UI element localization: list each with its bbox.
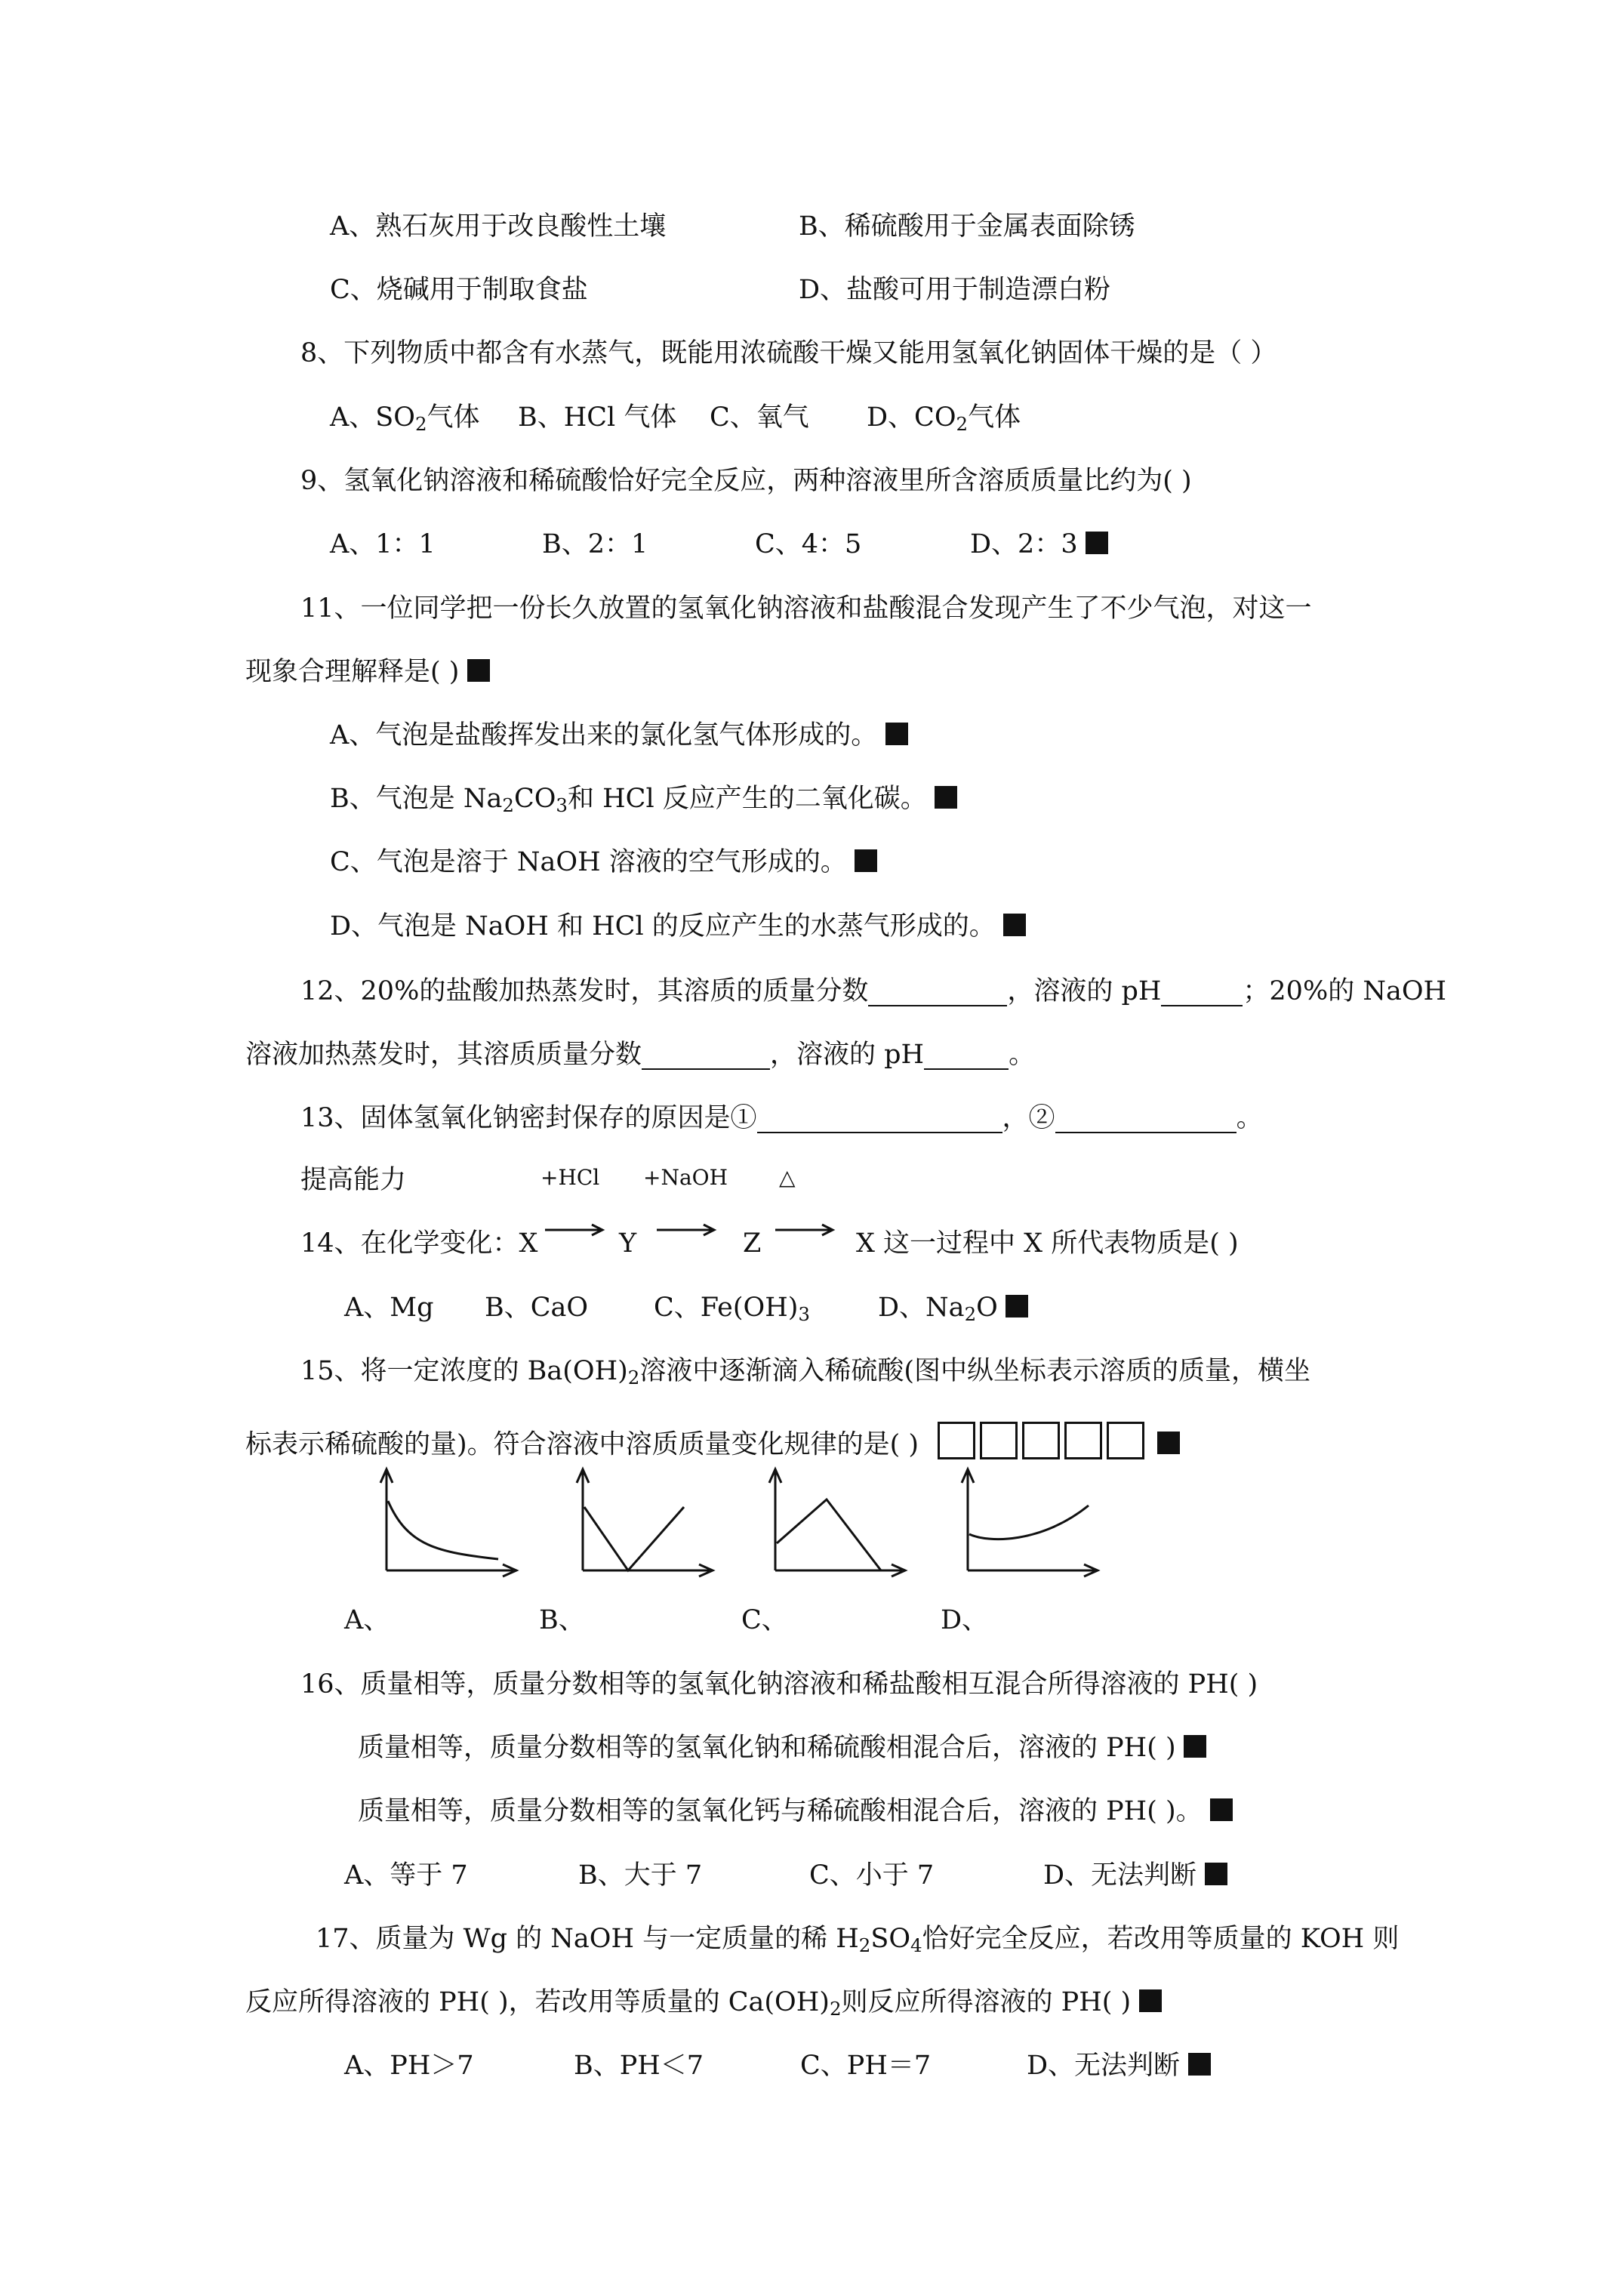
q9-option-d: D、2：3 — [970, 532, 1108, 558]
q17-option-c: C、PH＝7 — [800, 2051, 932, 2081]
q11-stem-line1: 11、一位同学把一份长久放置的氢氧化钠溶液和盐酸混合发现产生了不少气泡，对这一 — [300, 593, 1312, 624]
answer-blank[interactable] — [868, 977, 1007, 1006]
reagent-hcl-label: +HCl — [540, 1165, 600, 1190]
q17-line1: 17、质量为 Wg 的 NaOH 与一定质量的稀 $H_2SO_4$恰好完全反应，若改用等质量的 KOH 则 — [316, 1924, 1400, 1957]
graph-d-label: D、 — [941, 1605, 989, 1635]
q14-option-b: B、CaO — [485, 1293, 589, 1323]
graph-c-curve — [777, 1499, 881, 1570]
q7-option-a: A、熟石灰用于改良酸性土壤 — [330, 211, 667, 242]
q7-option-d: D、盐酸可用于制造漂白粉 — [799, 275, 1111, 305]
q14-pre: 14、在化学变化：X — [300, 1228, 538, 1259]
answer-blank[interactable] — [1055, 1104, 1236, 1133]
heat-symbol: △ — [779, 1165, 796, 1190]
square-mark-icon — [1188, 2053, 1211, 2076]
answer-blank[interactable] — [1161, 977, 1243, 1006]
q15-line1: 15、将一定浓度的 $Ba(OH)_2$溶液中逐渐滴入稀硫酸(图中纵坐标表示溶质的质量，横坐 — [300, 1356, 1311, 1389]
q17-option-b: B、PH＜7 — [574, 2051, 704, 2081]
reaction-arrow-2-icon — [657, 1222, 716, 1237]
q16-option-d: D、无法判断 — [1043, 1863, 1227, 1889]
q16-option-a: A、等于 7 — [344, 1860, 468, 1891]
q12-line2: 溶液加热蒸发时，其溶质质量分数 ，溶液的 pH 。 — [245, 1040, 1036, 1070]
square-mark-icon — [1003, 914, 1026, 936]
q17-option-d: D、无法判断 — [1027, 2053, 1211, 2079]
square-mark-icon — [1205, 1863, 1227, 1885]
q13-line: 13、固体氢氧化钠密封保存的原因是① ，② 。 — [300, 1103, 1263, 1133]
square-mark-icon — [935, 786, 957, 809]
q11-option-a: A、气泡是盐酸挥发出来的氯化氢气体形成的。 — [330, 723, 908, 749]
q16-line1: 16、质量相等，质量分数相等的氢氧化钠溶液和稀盐酸相互混合所得溶液的 PH( ) — [300, 1669, 1258, 1700]
q14-option-a: A、Mg — [344, 1293, 434, 1323]
square-mark-icon — [467, 659, 490, 682]
q14-post: X 这一过程中 X 所代表物质是( ) — [856, 1228, 1239, 1259]
graph-c-label: C、 — [741, 1605, 788, 1635]
answer-box[interactable] — [938, 1422, 975, 1459]
q7-option-b: B、稀硫酸用于金属表面除锈 — [799, 211, 1135, 242]
q17-line2: 反应所得溶液的 PH( )，若改用等质量的 $Ca(OH)_2$则反应所得溶液的 PH( ) — [245, 1989, 1162, 2019]
q16-option-c: C、小于 7 — [809, 1860, 935, 1891]
q9-option-b: B、2：1 — [542, 529, 648, 559]
graph-b-curve — [584, 1507, 684, 1570]
graph-a — [377, 1465, 521, 1578]
q9-option-a: A、1：1 — [330, 529, 436, 559]
graph-d — [959, 1465, 1102, 1578]
square-mark-icon — [885, 723, 908, 745]
q8-option-c: C、氧气 — [710, 402, 809, 433]
graph-b-label: B、 — [539, 1605, 585, 1635]
answer-box[interactable] — [980, 1422, 1018, 1459]
graph-b — [574, 1465, 717, 1578]
graph-d-curve — [969, 1505, 1089, 1539]
q8-option-d: D、$CO_2$气体 — [867, 402, 1021, 436]
q11-option-d: D、气泡是 NaOH 和 HCl 的反应产生的水蒸气形成的。 — [330, 914, 1026, 940]
q14-option-d: D、$Na_2O$ — [878, 1295, 1028, 1324]
square-mark-icon — [1006, 1295, 1028, 1318]
answer-box-group — [938, 1429, 1149, 1459]
square-mark-icon — [1210, 1798, 1233, 1821]
q16-line2: 质量相等，质量分数相等的氢氧化钠和稀硫酸相混合后，溶液的 PH( ) — [358, 1735, 1206, 1761]
answer-box[interactable] — [1022, 1422, 1060, 1459]
square-mark-icon — [1157, 1432, 1180, 1454]
square-mark-icon — [1184, 1735, 1206, 1758]
q17-option-a: A、PH＞7 — [344, 2051, 474, 2081]
square-mark-icon — [1086, 532, 1108, 554]
q14-z: Z — [743, 1228, 762, 1259]
q9-option-c: C、4：5 — [755, 529, 862, 559]
graph-a-label: A、 — [344, 1605, 390, 1635]
q8-stem: 8、下列物质中都含有水蒸气，既能用浓硫酸干燥又能用氢氧化钠固体干燥的是（ ） — [300, 338, 1277, 368]
q12-line1: 12、20%的盐酸加热蒸发时，其溶质的质量分数 ，溶液的 pH ；20%的 NaOH — [300, 976, 1447, 1006]
reaction-arrow-1-icon — [545, 1222, 604, 1237]
q14-y: Y — [619, 1228, 637, 1259]
q15-line2: 标表示稀硫酸的量)。符合溶液中溶质质量变化规律的是( ) — [245, 1422, 1180, 1459]
q9-stem: 9、氢氧化钠溶液和稀硫酸恰好完全反应，两种溶液里所含溶质质量比约为( ) — [300, 466, 1192, 496]
q8-option-b: B、HCl 气体 — [518, 402, 677, 433]
q11-option-b: B、气泡是 $Na_2CO_3$和 HCl 反应产生的二氧化碳。 — [330, 786, 957, 815]
q7-option-c: C、烧碱用于制取食盐 — [330, 275, 588, 305]
answer-box[interactable] — [1064, 1422, 1102, 1459]
reaction-arrow-3-icon — [775, 1222, 834, 1237]
q11-stem-line2: 现象合理解释是( ) — [245, 659, 490, 686]
q8-option-a: A、$SO_2$气体 — [330, 402, 480, 436]
section-heading: 提高能力 — [300, 1165, 407, 1195]
answer-blank[interactable] — [757, 1104, 1002, 1133]
reagent-naoh-label: +NaOH — [643, 1165, 728, 1190]
square-mark-icon — [1139, 1989, 1162, 2012]
answer-box[interactable] — [1107, 1422, 1144, 1459]
graph-c — [766, 1465, 910, 1578]
square-mark-icon — [855, 849, 877, 872]
q16-option-b: B、大于 7 — [578, 1860, 703, 1891]
q16-line3: 质量相等，质量分数相等的氢氧化钙与稀硫酸相混合后，溶液的 PH( )。 — [358, 1798, 1233, 1825]
graph-a-curve — [388, 1501, 498, 1559]
answer-blank[interactable] — [924, 1040, 1009, 1070]
q11-option-c: C、气泡是溶于 NaOH 溶液的空气形成的。 — [330, 849, 877, 876]
answer-blank[interactable] — [642, 1040, 770, 1070]
q14-option-c: C、$Fe(OH)_3$ — [654, 1293, 810, 1326]
